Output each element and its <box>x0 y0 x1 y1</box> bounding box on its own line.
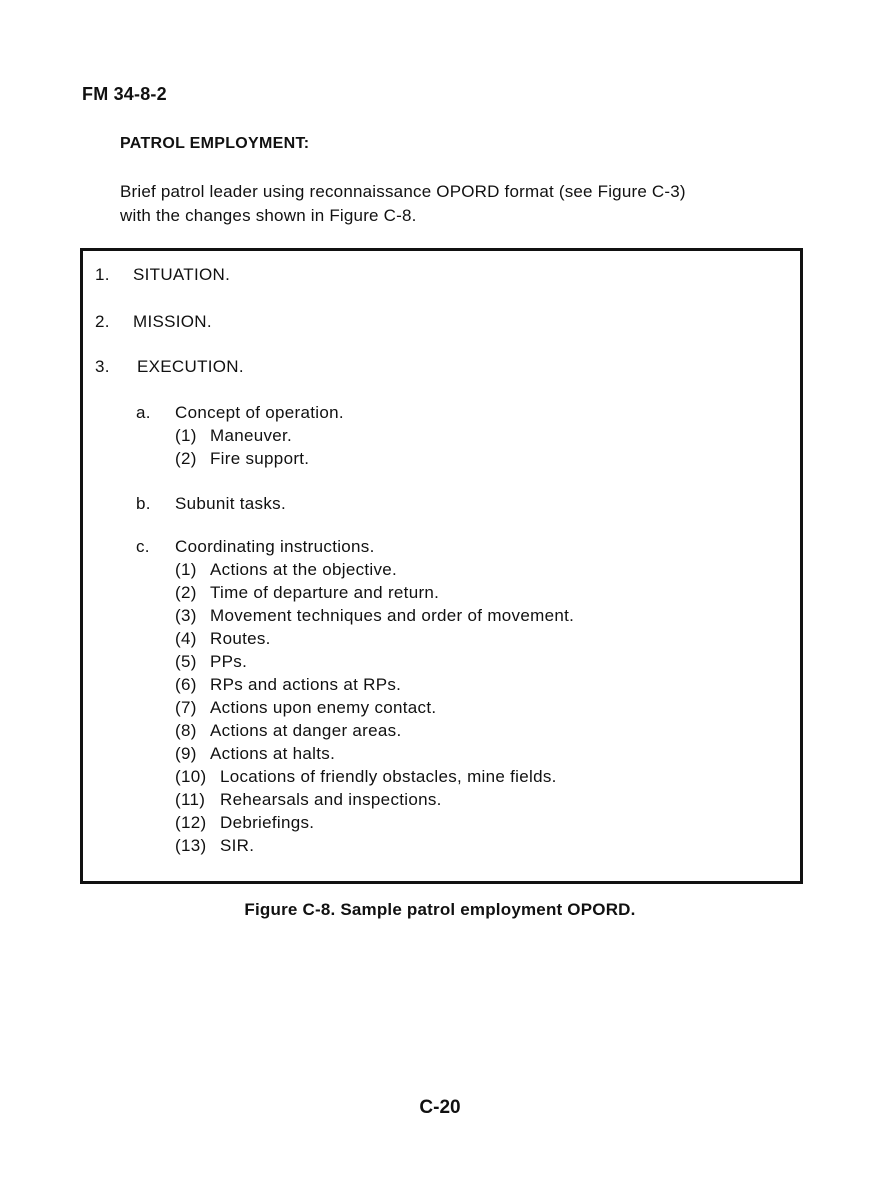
item-number: (3) <box>175 606 197 625</box>
item-text: Locations of friendly obstacles, mine fields. <box>220 767 557 786</box>
item-number: (7) <box>175 698 197 717</box>
item-text: PPs. <box>210 652 248 671</box>
list-item <box>175 767 557 787</box>
paragraph-situation <box>95 265 230 285</box>
list-item <box>175 560 397 580</box>
subparagraph-letter: b. <box>136 494 151 513</box>
paragraph-execution <box>95 357 244 377</box>
item-number: (8) <box>175 721 197 740</box>
list-item <box>175 744 335 764</box>
subparagraph-concept <box>136 403 344 423</box>
item-text: Fire support. <box>210 449 310 468</box>
intro-line: Brief patrol leader using reconnaissance OPORD format (see Figure C-3) <box>120 182 686 201</box>
item-text: SIR. <box>220 836 255 855</box>
paragraph-mission <box>95 312 212 332</box>
subparagraph-coordinating <box>136 537 375 557</box>
list-item <box>175 675 401 695</box>
item-number: (11) <box>175 790 206 809</box>
item-text: Actions at halts. <box>210 744 336 763</box>
figure-caption: Figure C-8. Sample patrol employment OPORD. <box>244 900 636 919</box>
subparagraph-title: Coordinating instructions. <box>175 537 375 556</box>
list-item <box>175 606 574 626</box>
page-number: C-20 <box>419 1097 461 1118</box>
list-item <box>175 721 401 741</box>
item-number: (1) <box>175 560 197 579</box>
intro-line: with the changes shown in Figure C-8. <box>120 206 417 225</box>
item-number: (5) <box>175 652 197 671</box>
item-text: RPs and actions at RPs. <box>210 675 402 694</box>
subparagraph-letter: c. <box>136 537 150 556</box>
document-id: FM 34-8-2 <box>82 84 167 104</box>
item-text: Movement techniques and order of movement. <box>210 606 575 625</box>
subparagraph-subunit-tasks <box>136 494 286 514</box>
list-item <box>175 652 247 672</box>
item-text: Actions upon enemy contact. <box>210 698 437 717</box>
paragraph-title: SITUATION. <box>133 265 231 284</box>
paragraph-title: EXECUTION. <box>137 357 244 376</box>
subparagraph-title: Concept of operation. <box>175 403 344 422</box>
section-heading: PATROL EMPLOYMENT: <box>120 135 310 152</box>
item-number: (9) <box>175 744 197 763</box>
paragraph-number: 3. <box>95 357 110 376</box>
item-number: (6) <box>175 675 197 694</box>
item-text: Rehearsals and inspections. <box>220 790 442 809</box>
paragraph-number: 1. <box>95 265 110 284</box>
item-number: (13) <box>175 836 207 855</box>
item-text: Actions at the objective. <box>210 560 398 579</box>
item-text: Time of departure and return. <box>210 583 440 602</box>
list-item <box>175 426 292 446</box>
list-item <box>175 449 309 469</box>
list-item <box>175 836 254 856</box>
list-item <box>175 698 436 718</box>
subparagraph-title: Subunit tasks. <box>175 494 286 513</box>
list-item <box>175 813 314 833</box>
item-number: (1) <box>175 426 197 445</box>
intro-paragraph <box>120 180 800 228</box>
item-text: Routes. <box>210 629 271 648</box>
item-number: (12) <box>175 813 207 832</box>
item-number: (10) <box>175 767 207 786</box>
item-text: Debriefings. <box>220 813 315 832</box>
opord-figure-box <box>80 248 803 884</box>
paragraph-title: MISSION. <box>133 312 212 331</box>
subparagraph-letter: a. <box>136 403 151 422</box>
item-number: (2) <box>175 583 197 602</box>
paragraph-number: 2. <box>95 312 110 331</box>
list-item <box>175 790 442 810</box>
item-text: Actions at danger areas. <box>210 721 402 740</box>
item-number: (2) <box>175 449 197 468</box>
item-text: Maneuver. <box>210 426 293 445</box>
list-item <box>175 629 271 649</box>
list-item <box>175 583 439 603</box>
item-number: (4) <box>175 629 197 648</box>
